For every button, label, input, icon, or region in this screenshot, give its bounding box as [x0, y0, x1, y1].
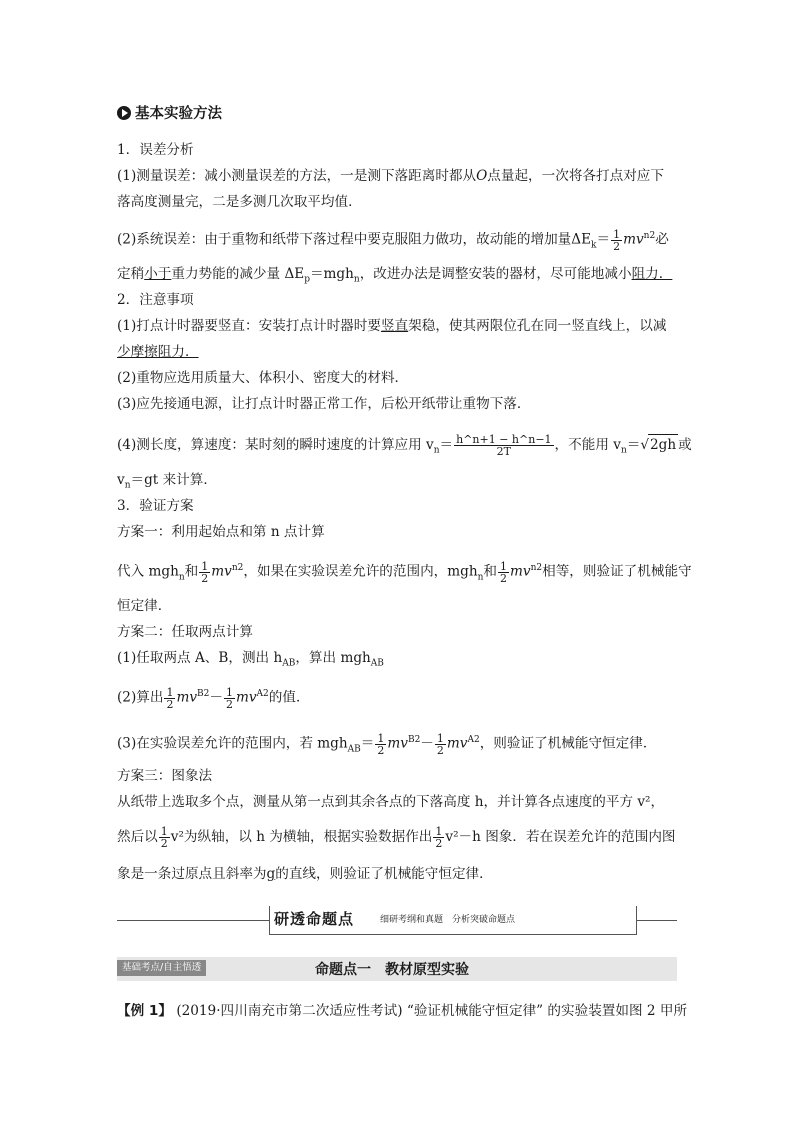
note-4-line-2: $v_n=gt$ 来计算．	[117, 472, 217, 491]
section-banner	[117, 906, 677, 936]
banner-title: 研透命题点	[274, 910, 355, 928]
note-4-line-1: (4)测长度，算速度：某时刻的瞬时速度的计算应用 $v_n=$ $\frac{h\^{}n+1 - h\^{}n-1}{2T}$ ，不能用 $v_n=√2gh$ 或	[117, 433, 692, 458]
notes-heading: 2．注意事项	[117, 292, 194, 308]
scheme-2-title: 方案二：任取两点计算	[117, 624, 253, 640]
scheme-2-step-2: (2)算出 $\frac{1}{2}$ $mv^{B2}-$ $\frac{1}{2}$ $mv^{A2}$的值．	[117, 685, 310, 711]
note-3: (3)应先接通电源，让打点计时器正常工作，后松开纸带让重物下落．	[117, 396, 531, 412]
fraction-half: $\frac{1}{2}$	[613, 227, 621, 253]
scheme-2-step-1: (1)任取两点 A、B，测出 $h_{AB}$，算出 mgh$_{AB}$	[117, 650, 384, 669]
note-1-line-1: (1)打点计时器要竖直：安装打点计时器时要竖直架稳，使其两限位孔在同一竖直线上，以减	[117, 318, 667, 334]
scheme-heading: 3．验证方案	[117, 498, 194, 514]
example-1	[117, 1001, 687, 1021]
scheme-3-line-2: 然后以 $\frac{1}{2}$ v²为纵轴，以 h 为横轴，根据实验数据作出 $\frac{1}{2}$ v²－h 图象．若在误差允许的范围内图	[117, 825, 676, 850]
play-bullet-icon	[117, 106, 131, 120]
measurement-error-line-2: 落高度测量完，二是多测几次取平均值．	[117, 194, 362, 210]
scheme-1-line-2: 恒定律．	[117, 598, 172, 614]
scheme-3-line-1: 从纸带上选取多个点，测量从第一点到其余各点的下落高度 h，并计算各点速度的平方 v²，	[117, 794, 665, 810]
banner-tags: 细研考纲和真题 分析突破命题点	[380, 915, 516, 925]
system-error-line-2: 定稍小于重力势能的减少量 $\Delta E_p=mgh_n$，改进办法是调整安装的器材，尽可能地减小阻力．	[117, 266, 673, 285]
topic-title: 命题点一 教材原型实验	[315, 962, 469, 978]
scheme-1-title: 方案一：利用起始点和第 n 点计算	[117, 524, 325, 540]
example-text: (2019·四川南充市第二次适应性考试) “验证机械能守恒定律” 的实验装置如图 2 甲所	[176, 1003, 688, 1019]
banner-rule-right	[635, 920, 677, 921]
velocity-fraction: $\frac{h\^{}n+1 - h\^{}n-1}{2T}$	[456, 433, 552, 458]
note-2: (2)重物应选用质量大、体积小、密度大的材料．	[117, 370, 409, 386]
note-1-line-2: 少摩擦阻力．	[117, 344, 199, 360]
topic-bar	[117, 957, 677, 981]
error-analysis-heading: 1．误差分析	[117, 142, 194, 158]
scheme-2-step-3: (3)在实验误差允许的范围内，若 mgh$_{AB}$＝ $\frac{1}{2}$ $mv^{B2}-$ $\frac{1}{2}$ $mv^{A2}$，则验证了机械能守恒定律．	[117, 731, 657, 757]
topic-tag: 基础考点/自主悟透	[117, 960, 206, 976]
scheme-1-line-1: 代入 mgh$_n$和 $\frac{1}{2}$ $mv^{n2}$，如果在实验误差允许的范围内，mgh$_n$和 $\frac{1}{2}$ $mv^{n2}$相等，则验证了机械能守	[117, 559, 692, 585]
scheme-3-line-3: 象是一条过原点且斜率为g的直线，则验证了机械能守恒定律．	[117, 866, 493, 882]
system-error-line-1: (2)系统误差：由于重物和纸带下落过程中要克服阻力做功，故动能的增加量$\Delta E_k=$ $\frac{1}{2}$ $mv^{n2}$必	[117, 227, 669, 253]
section-heading: 基本实验方法	[117, 104, 677, 124]
banner-rule-left	[117, 920, 269, 921]
banner-box	[269, 906, 637, 935]
measurement-error-line-1: (1)测量误差：减小测量误差的方法，一是测下落距离时都从O点量起，一次将各打点对应下	[117, 168, 664, 184]
scheme-3-title: 方案三：图象法	[117, 768, 213, 784]
example-label: 【例 1】	[117, 1003, 172, 1019]
